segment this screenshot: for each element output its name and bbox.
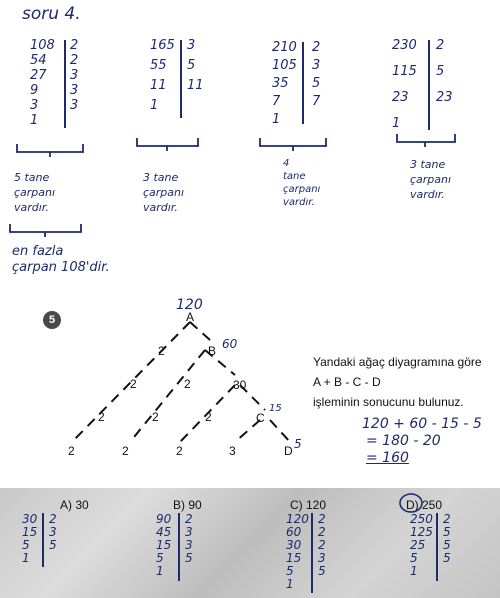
caption-230 xyxy=(410,157,451,202)
caption-line: 4 xyxy=(283,158,290,169)
branch-label: 30 xyxy=(233,378,247,392)
caption-line: 3 tane xyxy=(410,158,446,171)
factor-left: 15 xyxy=(286,551,302,565)
factor-left: 1 xyxy=(392,116,401,131)
factor-right: 3 xyxy=(49,525,57,539)
branch-label: 2 xyxy=(130,377,137,391)
factor-left: 5 xyxy=(156,551,164,565)
factor-left: 120 xyxy=(286,512,309,526)
caption-line: tane xyxy=(283,171,306,182)
factor-right: 5 xyxy=(49,538,57,552)
factor-left: 1 xyxy=(272,112,281,127)
caption-210 xyxy=(283,157,320,209)
factor-left: 5 xyxy=(410,551,418,565)
caption-line: çarpanı xyxy=(410,173,452,186)
factor-left: 11 xyxy=(150,78,167,93)
factor-left: 5 xyxy=(22,538,30,552)
factor-left: 115 xyxy=(392,64,417,79)
factor-right: 3 xyxy=(318,551,326,565)
leaf-label: 2 xyxy=(68,444,75,458)
brace-108 xyxy=(15,142,85,158)
factor-left: 210 xyxy=(272,40,297,55)
choice-d[interactable]: D) 250 xyxy=(406,498,443,512)
work-line: 120 + 60 - 15 - 5 xyxy=(362,416,482,432)
factor-left: 15 xyxy=(22,525,38,539)
page-heading: soru 4. xyxy=(22,4,81,24)
factor-left: 55 xyxy=(150,58,167,73)
factor-left: 1 xyxy=(30,113,39,128)
question-line: Yandaki ağaç diyagramına göre xyxy=(313,355,482,369)
factor-right: 3 xyxy=(312,58,321,73)
conclusion-line: en fazla xyxy=(12,244,64,259)
factor-right: 5 xyxy=(318,564,326,578)
extra-leaf-2b: 2 xyxy=(176,444,183,458)
branch-label: 2 xyxy=(152,410,159,424)
choice-c[interactable]: C) 120 xyxy=(290,498,327,512)
factor-left: 23 xyxy=(392,90,409,105)
factor-right: 2 xyxy=(318,538,326,552)
node-a: A xyxy=(186,310,195,324)
factor-left: 1 xyxy=(286,577,294,591)
node-c: C xyxy=(256,411,265,425)
factor-left: 27 xyxy=(30,68,47,83)
factor-right: 11 xyxy=(187,78,204,93)
factor-left: 35 xyxy=(272,76,289,91)
caption-line: 5 tane xyxy=(14,171,50,184)
solution-work xyxy=(362,416,482,467)
factor-right: 5 xyxy=(443,525,451,539)
factor-left: 25 xyxy=(410,538,426,552)
value-d: 5 xyxy=(294,437,302,451)
question-line: A + B - C - D xyxy=(313,375,381,389)
caption-line: vardır. xyxy=(14,201,49,214)
factor-left: 1 xyxy=(22,551,30,565)
conclusion xyxy=(12,244,110,276)
factor-left: 7 xyxy=(272,94,281,109)
factor-left: 108 xyxy=(30,38,55,53)
choice-b[interactable]: B) 90 xyxy=(173,498,202,512)
factor-right: 2 xyxy=(185,512,193,526)
factor-right: 7 xyxy=(312,94,321,109)
factor-right: 5 xyxy=(443,551,451,565)
brace-210 xyxy=(258,136,328,152)
factor-left: 5 xyxy=(286,564,294,578)
factor-right: 3 xyxy=(70,83,79,98)
factor-right: 3 xyxy=(70,98,79,113)
value-c: 15 xyxy=(269,403,282,414)
work-line: = 180 - 20 xyxy=(366,433,441,449)
factor-right: 3 xyxy=(187,38,196,53)
work-line: = 160 xyxy=(366,450,409,466)
factor-right: 2 xyxy=(318,512,326,526)
factor-right: 2 xyxy=(49,512,57,526)
factor-right: 2 xyxy=(70,38,79,53)
brace-165 xyxy=(135,136,200,152)
caption-line: çarpanı xyxy=(283,184,321,195)
leaf-label: 3 xyxy=(229,444,236,458)
factor-left: 90 xyxy=(156,512,172,526)
caption-165 xyxy=(143,170,184,215)
factor-right: 2 xyxy=(70,53,79,68)
factor-left: 250 xyxy=(410,512,433,526)
factor-right: 3 xyxy=(70,68,79,83)
factor-right: 23 xyxy=(436,90,453,105)
caption-line: vardır. xyxy=(283,197,315,208)
caption-line: vardır. xyxy=(143,201,178,214)
value-a: 120 xyxy=(176,297,203,313)
caption-line: 3 tane xyxy=(143,171,179,184)
brace-conclusion xyxy=(8,222,83,238)
factor-right: 3 xyxy=(185,525,193,539)
question-text xyxy=(313,352,482,412)
factor-right: 3 xyxy=(185,538,193,552)
node-b: B xyxy=(208,344,217,358)
factor-right: 5 xyxy=(187,58,196,73)
factor-left: 165 xyxy=(150,38,175,53)
factor-left: 125 xyxy=(410,525,433,539)
question-line: işleminin sonucunu bulunuz. xyxy=(313,395,464,409)
caption-line: çarpanı xyxy=(14,186,56,199)
factor-left: 1 xyxy=(156,564,164,578)
branch-label: 2 xyxy=(184,377,191,391)
factor-left: 1 xyxy=(410,564,418,578)
value-b: 60 xyxy=(222,337,238,351)
factor-left: 9 xyxy=(30,83,39,98)
factor-left: 230 xyxy=(392,38,417,53)
factor-left: 1 xyxy=(150,98,159,113)
factor-left: 30 xyxy=(22,512,38,526)
factor-right: 2 xyxy=(312,40,321,55)
factor-left: 60 xyxy=(286,525,302,539)
conclusion-line: çarpan 108'dir. xyxy=(12,260,110,275)
factor-right: 5 xyxy=(443,538,451,552)
question-number-badge: 5 xyxy=(43,311,61,329)
caption-line: çarpanı xyxy=(143,186,185,199)
factor-left: 3 xyxy=(30,98,39,113)
caption-line: vardır. xyxy=(410,188,445,201)
brace-230 xyxy=(395,132,457,148)
factor-right: 5 xyxy=(185,551,193,565)
factor-right: 5 xyxy=(312,76,321,91)
factor-left: 54 xyxy=(30,53,47,68)
branch-label: 2 xyxy=(98,410,105,424)
choice-a[interactable]: A) 30 xyxy=(60,498,89,512)
extra-leaf-2: 2 xyxy=(122,444,129,458)
factor-left: 105 xyxy=(272,58,297,73)
selected-answer-circle xyxy=(398,492,424,514)
factor-left: 30 xyxy=(286,538,302,552)
factor-right: 2 xyxy=(443,512,451,526)
caption-108 xyxy=(14,170,55,215)
factor-right: 5 xyxy=(436,64,445,79)
factor-left: 15 xyxy=(156,538,172,552)
factor-left: 45 xyxy=(156,525,172,539)
node-d: D xyxy=(284,444,293,458)
factor-right: 2 xyxy=(318,525,326,539)
branch-label: 2 xyxy=(205,410,212,424)
branch-label: 2 xyxy=(158,344,165,358)
factor-right: 2 xyxy=(436,38,445,53)
